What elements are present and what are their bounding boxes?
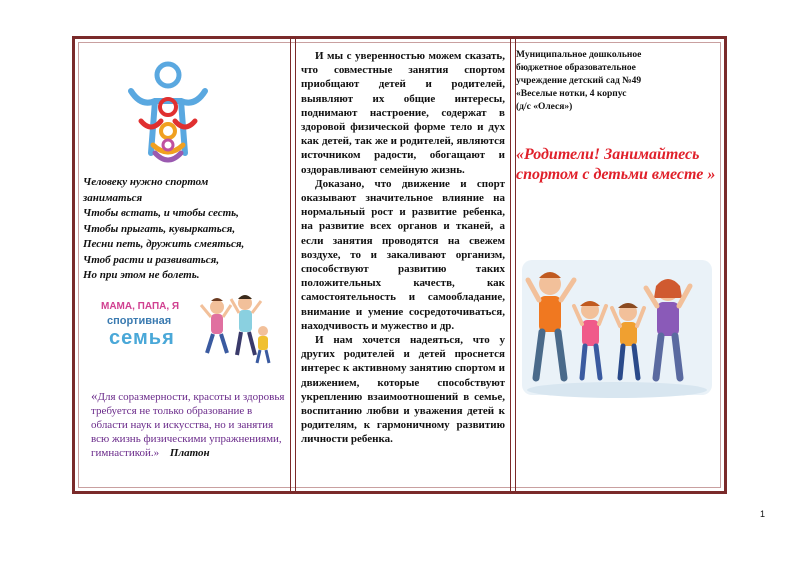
family-hands-logo-icon	[121, 61, 211, 171]
main-text	[297, 45, 507, 447]
quote-text: Для соразмерности, красоты и здоровья требуется не только образование в области наук и искусства, но и занятия всю жизнь физическими упражнениями, гимнастикой.»	[91, 391, 285, 459]
sport-family-logo	[97, 291, 277, 371]
org-line: Муниципальное дошкольное	[516, 50, 642, 60]
poem-line: Человеку нужно спортом	[83, 176, 209, 188]
poem	[83, 175, 289, 284]
column-divider-1	[290, 39, 296, 491]
org-line: (д/с «Олеся»)	[516, 102, 573, 112]
platon-quote	[91, 389, 289, 460]
left-panel	[81, 45, 289, 485]
poem-line: Чтоб расти и развиваться,	[83, 253, 220, 266]
right-panel	[516, 45, 721, 485]
logo-text-1: МАМА, ПАПА, Я	[101, 301, 180, 312]
paragraph: И нам хочется надеяться, что у других родителей и детей проснется интерес к активному занятию спортом и движением, которые способствуют укреплению взаимоотношений в семье, воспитанию любви и уважения детей к родителям, к гармоничному развитию личности ребенка.	[301, 334, 505, 446]
quote-open-mark: «	[91, 388, 98, 403]
paragraph: И мы с уверенностью можем сказать, что совместные занятия спортом приобщают детей и родителей, выявляют их общие интересы, поднимают настроение, содержат в здоровой физической форме тело и дух как детей, так же и родителей, являются источником радости, обогащают и оздоравливают семейную жизнь.	[301, 50, 505, 176]
poem-line: Чтобы встать, и чтобы сесть,	[83, 207, 239, 219]
middle-panel	[297, 45, 507, 485]
paragraph: Доказано, что движение и спорт оказывают значительное влияние на нормальный рост и развитие ребенка, на развитие всех органов и тканей, а если занятия проводятся на свежем воздухе, то и закаливают организм, способствуют развитию таких положительных качеств, как самостоятельность и самообладание, внимание и умение сосредоточиваться, находчивость и мужество и др.	[301, 177, 505, 332]
org-line: учреждение детский сад №49	[516, 76, 642, 86]
org-line: «Веселые нотки, 4 корпус	[516, 89, 627, 99]
exercising-family-icon	[197, 291, 277, 367]
page-number: 1	[760, 509, 766, 519]
poem-line: Но при этом не болеть.	[83, 269, 200, 281]
headline: «Родители! Занимайтесь спортом с детьми вместе »	[516, 146, 716, 183]
logo-text-3: семья	[109, 327, 175, 349]
organization-name	[516, 45, 721, 114]
poem-line: Чтобы прыгать, кувыркаться,	[83, 222, 236, 235]
family-exercising-illustration-icon	[522, 250, 712, 400]
logo-text-2: спортивная	[107, 315, 172, 327]
brochure-frame	[72, 36, 727, 494]
quote-author: Платон	[169, 447, 210, 459]
org-line: бюджетное образовательное	[516, 63, 636, 73]
poem-line: Песни петь, дружить смеяться,	[83, 238, 245, 250]
poem-line: заниматься	[83, 191, 143, 204]
